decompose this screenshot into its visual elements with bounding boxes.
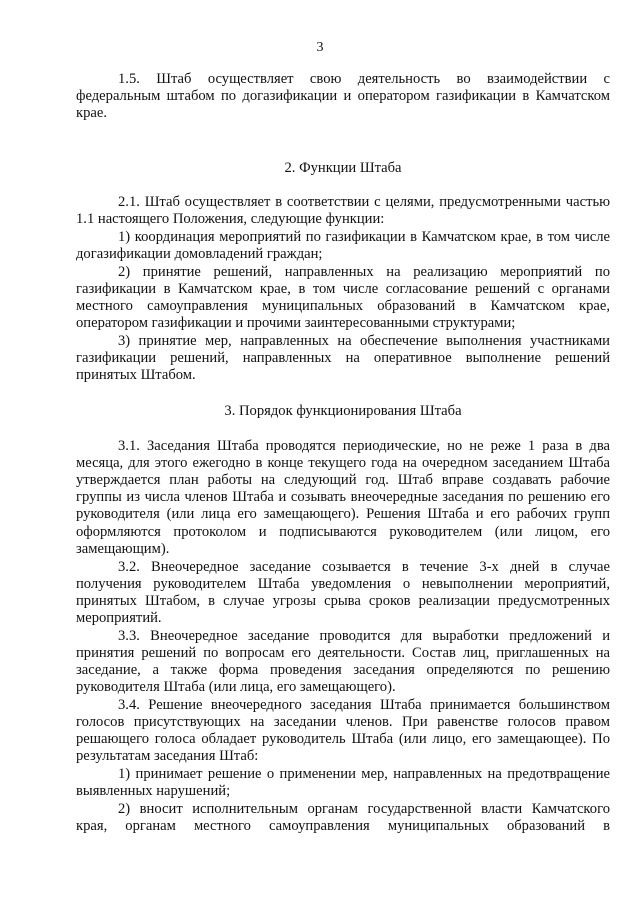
text-line: результатам заседания Штаб: [76,748,259,764]
text-line: оформляются протоколом и подписываются руководителем (или лицом, его [76,524,610,540]
text-line: утверждается план работы на следующий год. Штаб вправе создавать рабочие [76,472,610,488]
section-heading: 3. Порядок функционирования Штаба [224,403,462,419]
text-line: 3.1. Заседания Штаба проводятся периодические, но не реже 1 раза в два [118,438,610,454]
text-line: принятых Штабом. [76,367,196,383]
text-line: принятия решений по вопросам его деятельности. Состав лиц, приглашенных на [76,645,610,661]
text-line: замещающим). [76,541,170,557]
text-line: мероприятий. [76,610,162,626]
page-number: 3 [316,40,324,55]
text-line: 1) координация мероприятий по газификации в Камчатском крае, в том числе [118,229,610,245]
text-line: догазификации домовладений граждан; [76,246,323,262]
text-line: голосов присутствующих на заседании членов. При равенстве голосов правом [76,714,610,730]
text-line: 3) принятие мер, направленных на обеспечение выполнения участниками [118,333,610,349]
text-line: газификации решений, направленных на оперативное выполнение решений [76,350,610,366]
text-line: 1.5. Штаб осуществляет свою деятельность во взаимодействии с [118,71,610,87]
text-line: федеральным штабом по догазификации и оператором газификации в Камчатском [76,88,610,104]
text-line: принятых Штабом, в случае угрозы срыва сроков реализации предусмотренных [76,593,610,609]
section-heading: 2. Функции Штаба [284,160,402,176]
text-line: месяца, для этого ежегодно в конце текущего года на очередном заседанием Штаба [76,455,610,471]
text-line: группы из числа членов Штаба и созывать внеочередные заседания по решению его [76,489,610,505]
text-line: руководителя Штаба (или лица, его замещающего). [76,679,396,695]
text-line: 1.1 настоящего Положения, следующие функции: [76,211,385,227]
text-line: заседание, а также форма проведения заседания определяются по решению [76,662,610,678]
text-line: руководителя (или лица его замещающего). Решения Штаба и его рабочих групп [76,506,610,522]
text-line: решающего голоса обладает руководитель Штаба (или лицо, его замещающее). По [76,731,610,747]
text-line: 3.3. Внеочередное заседание проводится для выработки предложений и [118,628,610,644]
text-line: газификации в Камчатском крае, в том числе согласование решений с органами [76,281,610,297]
text-line: выявленных нарушений; [76,783,231,799]
text-line: оператором газификации и прочими заинтересованными структурами; [76,315,516,331]
text-line: крае. [76,105,107,121]
text-line: получения руководителем Штаба уведомления о невыполнении мероприятий, [76,576,610,592]
text-line: края, органам местного самоуправления муниципальных образований в [76,818,610,834]
text-line: 2) принятие решений, направленных на реализацию мероприятий по [118,264,610,280]
text-line: 3.2. Внеочередное заседание созывается в течение 3-х дней в случае [118,559,610,575]
text-line: 2.1. Штаб осуществляет в соответствии с целями, предусмотренными частью [118,194,610,210]
text-line: местного самоуправления муниципальных образований в Камчатском крае, [76,298,610,314]
text-line: 2) вносит исполнительным органам государственной власти Камчатского [118,801,610,817]
text-line: 1) принимает решение о применении мер, направленных на предотвращение [118,766,610,782]
text-line: 3.4. Решение внеочередного заседания Штаба принимается большинством [118,697,610,713]
